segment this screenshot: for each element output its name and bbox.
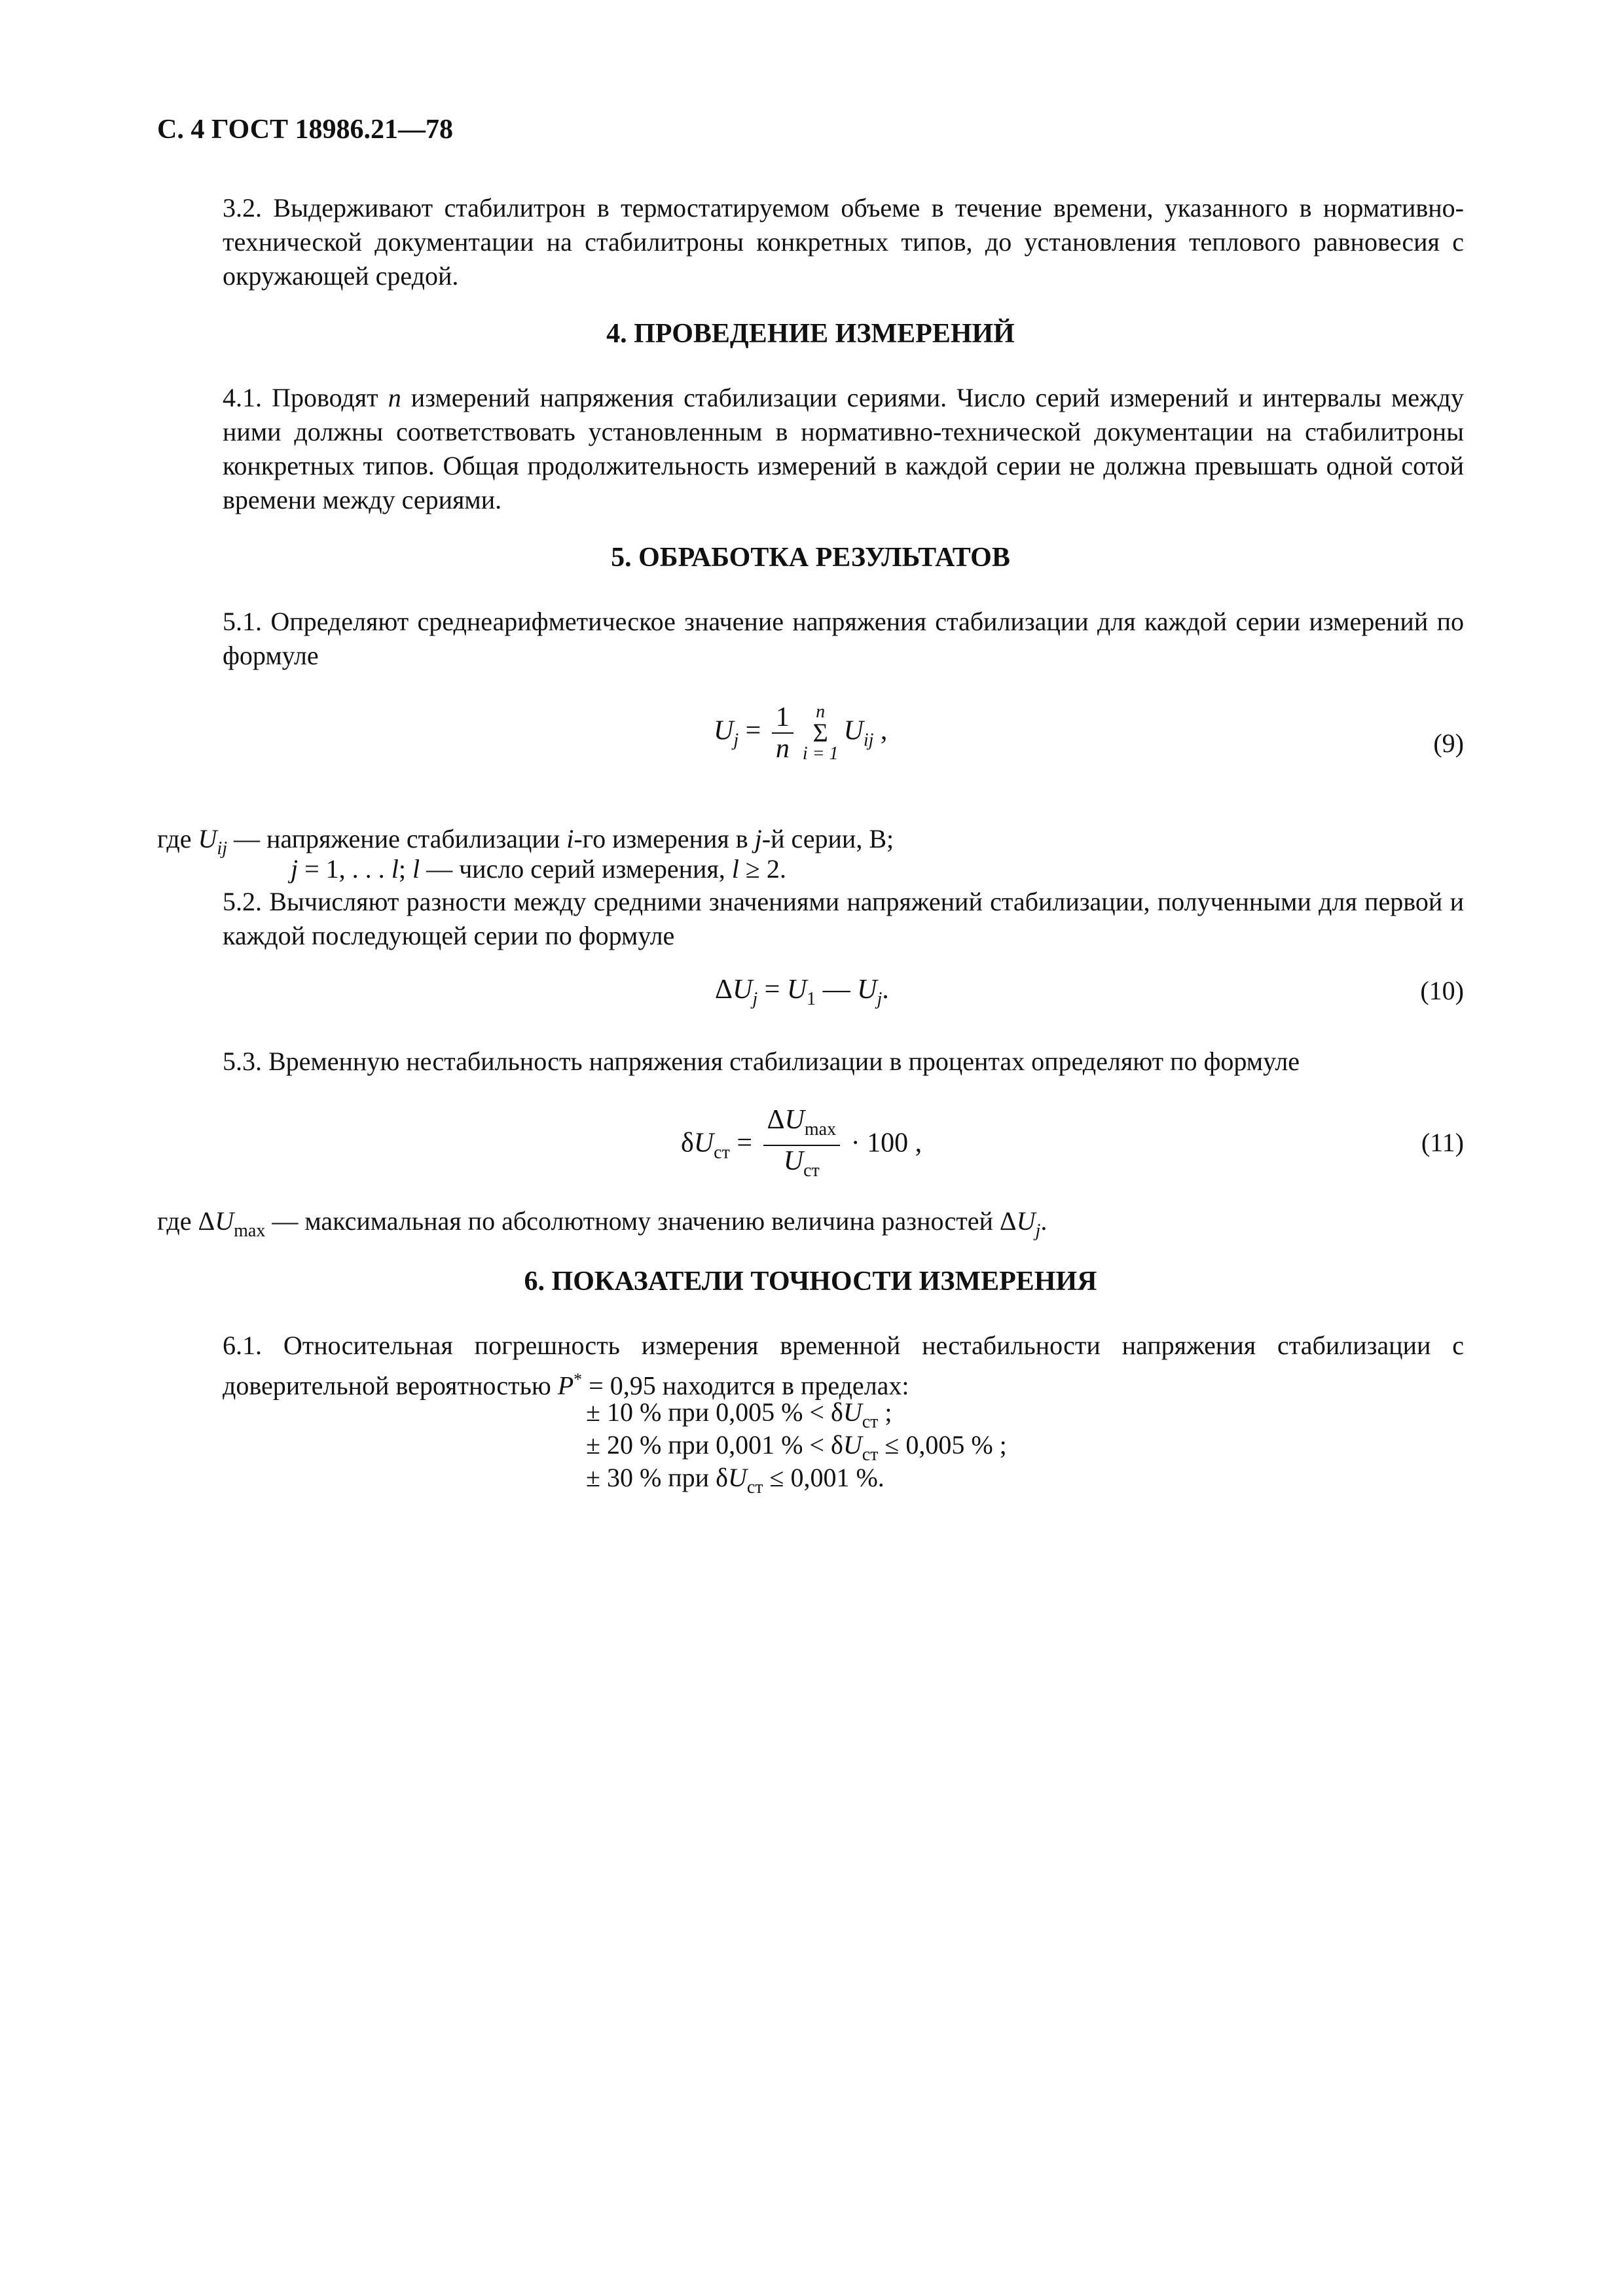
- where-line-11: где $\Delta U_{max}$ — максимальная по абсолютному значению величина разностей $\Delta U_j$.: [157, 1206, 1048, 1241]
- formula-9: $U_j$ = $\frac{1}{n}$ n Σ i = 1 $U_{ij}$ , (9): [714, 702, 1464, 764]
- section-heading-4: 4. ПРОВЕДЕНИЕ ИЗМЕРЕНИЙ: [606, 319, 1015, 349]
- formula-10: $\Delta U_j = U_1$ — $U_j$. (10): [715, 975, 1464, 1009]
- limit-line-2: ± 20 % при 0,001 % < $\delta U_{ст} \le 0,005$ % ;: [586, 1430, 1007, 1465]
- section-heading-6: 6. ПОКАЗАТЕЛИ ТОЧНОСТИ ИЗМЕРЕНИЯ: [524, 1266, 1097, 1297]
- equation-number-10: (10): [1420, 976, 1464, 1005]
- where-line-9b: j = 1, . . . l; l — число серий измерения, l ≥ 2.: [291, 854, 786, 884]
- paragraph-5-3: 5.3. Временную нестабильность напряжения стабилизации в процентах определяют по формуле: [223, 1047, 1300, 1076]
- paragraph-4-1: 4.1. Проводят n измерений напряжения стабилизации сериями. Число серий измерений и интервалы между ними должны соответствовать установленным в нормативно-технической документации на стабилитроны конкретных типов. Общая продолжительность измерений в каждой серии не должна превышать одной сотой времени между сериями.: [223, 383, 1465, 514]
- equation-number-11: (11): [1421, 1128, 1464, 1157]
- section-heading-5: 5. ОБРАБОТКА РЕЗУЛЬТАТОВ: [611, 543, 1010, 573]
- page-header: С. 4 ГОСТ 18986.21—78: [157, 115, 454, 145]
- where-line-9: где $U_{ij}$ — напряжение стабилизации i-го измерения в j-й серии, В;: [157, 824, 894, 859]
- paragraph-5-1: 5.1. Определяют среднеарифметическое значение напряжения стабилизации для каждой серии измерений по формуле: [223, 607, 1464, 670]
- summation: n Σ i = 1: [802, 702, 839, 764]
- equation-number-9: (9): [1433, 728, 1464, 758]
- fraction: $\frac{1}{n}$: [772, 702, 793, 764]
- paragraph-5-2: 5.2. Вычисляют разности между средними значениями напряжений стабилизации, полученными для первой и каждой последующей серии по формуле: [223, 887, 1464, 950]
- formula-11: $\delta U_{ст}$ = $\frac{\Delta U_{max}}{U_{ст}}$ · 100 , (11): [157, 1105, 1464, 1183]
- paragraph-3-2: 3.2. Выдерживают стабилитрон в термостатируемом объеме в течение времени, указанного в нормативно-технической документации на стабилитроны конкретных типов, до установления теплового равновесия с окружающей средой.: [223, 193, 1464, 291]
- fraction: $\frac{\Delta U_{max}}{U_{ст}}$: [763, 1105, 841, 1186]
- paragraph-6-1: 6.1. Относительная погрешность измерения временной нестабильности напряжения стабилизации с доверительной вероятностью P* = 0,95 находится в пределах:: [223, 1331, 1464, 1401]
- limit-line-3: ± 30 % при $\delta U_{ст} \le 0,001$ %.: [586, 1463, 884, 1498]
- limit-line-1: ± 10 % при 0,005 % < $\delta U_{ст}$ ;: [586, 1397, 892, 1432]
